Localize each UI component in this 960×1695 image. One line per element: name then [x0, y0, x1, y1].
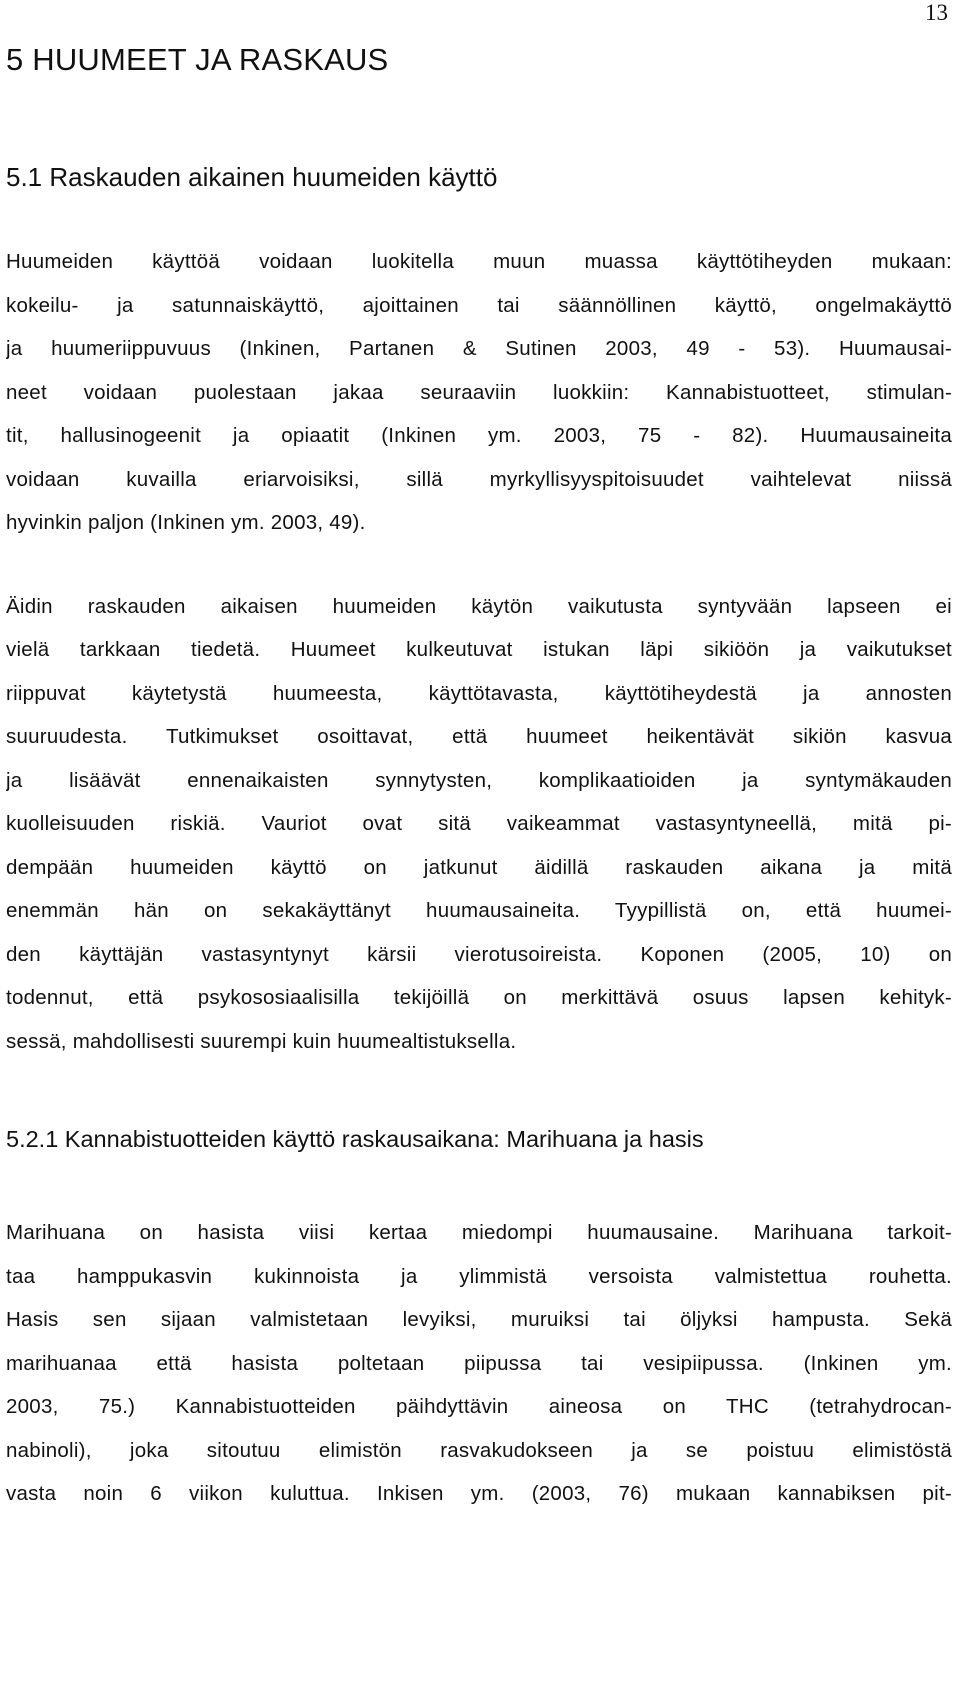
chapter-title: 5 HUUMEET JA RASKAUS [6, 42, 389, 77]
subsection-title: 5.2.1 Kannabistuotteiden käyttö raskausaikana: Marihuana ja hasis [6, 1126, 704, 1152]
paragraph-line: Marihuana on hasista viisi kertaa miedompi huumausaine. Marihuana tarkoit- [6, 1221, 952, 1244]
section-title: 5.1 Raskauden aikainen huumeiden käyttö [6, 162, 498, 192]
paragraph-line: taa hamppukasvin kukinnoista ja ylimmistä versoista valmistettua rouhetta. [6, 1264, 952, 1288]
page-number: 13 [925, 0, 948, 25]
paragraph-line: marihuanaa että hasista poltetaan piipussa tai vesipiipussa. (Inkinen ym. [6, 1351, 952, 1375]
paragraph-line: sessä, mahdollisesti suurempi kuin huumealtistuksella. [6, 1029, 517, 1053]
paragraph-line: den käyttäjän vastasyntynyt kärsii vierotusoireista. Koponen (2005, 10) on [6, 942, 952, 966]
document-page [6, 40, 952, 1516]
paragraph-line: vasta noin 6 viikon kuluttua. Inkisen ym. (2003, 76) mukaan kannabiksen pit- [6, 1482, 952, 1505]
paragraph-line: Huumeiden käyttöä voidaan luokitella muun muassa käyttötiheyden mukaan: [6, 250, 952, 273]
paragraph-line: Hasis sen sijaan valmistetaan levyiksi, muruiksi tai öljyksi hampusta. Sekä [6, 1308, 952, 1331]
paragraph-usage-classification [6, 240, 952, 545]
paragraph-line: kokeilu- ja satunnaiskäyttö, ajoittainen tai säännöllinen käyttö, ongelmakäyttö [6, 293, 952, 317]
paragraph-line: 2003, 75.) Kannabistuotteiden päihdyttävin aineosa on THC (tetrahydrocan- [6, 1395, 952, 1418]
paragraph-line: riippuvat käytetystä huumeesta, käyttötavasta, käyttötiheydestä ja annosten [6, 681, 952, 705]
paragraph-line: enemmän hän on sekakäyttänyt huumausaineita. Tyypillistä on, että huumei- [6, 899, 952, 922]
paragraph-effects-on-child [6, 585, 952, 1064]
paragraph-line: nabinoli), joka sitoutuu elimistön rasvakudokseen ja se poistuu elimistöstä [6, 1438, 952, 1462]
paragraph-line: ja huumeriippuvuus (Inkinen, Partanen & Sutinen 2003, 49 - 53). Huumausai- [6, 337, 952, 360]
paragraph-line: tit, hallusinogeenit ja opiaatit (Inkinen ym. 2003, 75 - 82). Huumausaineita [6, 424, 952, 447]
paragraph-cannabis [6, 1211, 952, 1516]
paragraph-line: ja lisäävät ennenaikaisten synnytysten, komplikaatioiden ja syntymäkauden [6, 768, 952, 792]
paragraph-line: vielä tarkkaan tiedetä. Huumeet kulkeutuvat istukan läpi sikiöön ja vaikutukset [6, 638, 952, 661]
paragraph-line: voidaan kuvailla eriarvoisiksi, sillä myrkyllisyyspitoisuudet vaihtelevat niissä [6, 467, 952, 491]
paragraph-line: Äidin raskauden aikaisen huumeiden käytön vaikutusta syntyvään lapseen ei [6, 594, 952, 618]
paragraph-line: dempään huumeiden käyttö on jatkunut äidillä raskauden aikana ja mitä [6, 855, 952, 879]
paragraph-line: kuolleisuuden riskiä. Vauriot ovat sitä vaikeammat vastasyntyneellä, mitä pi- [6, 812, 952, 835]
paragraph-line: neet voidaan puolestaan jakaa seuraaviin luokkiin: Kannabistuotteet, stimulan- [6, 380, 952, 404]
paragraph-line: hyvinkin paljon (Inkinen ym. 2003, 49). [6, 511, 366, 534]
paragraph-line: suuruudesta. Tutkimukset osoittavat, että huumeet heikentävät sikiön kasvua [6, 725, 952, 748]
paragraph-line: todennut, että psykososiaalisilla tekijöillä on merkittävä osuus lapsen kehityk- [6, 986, 952, 1009]
